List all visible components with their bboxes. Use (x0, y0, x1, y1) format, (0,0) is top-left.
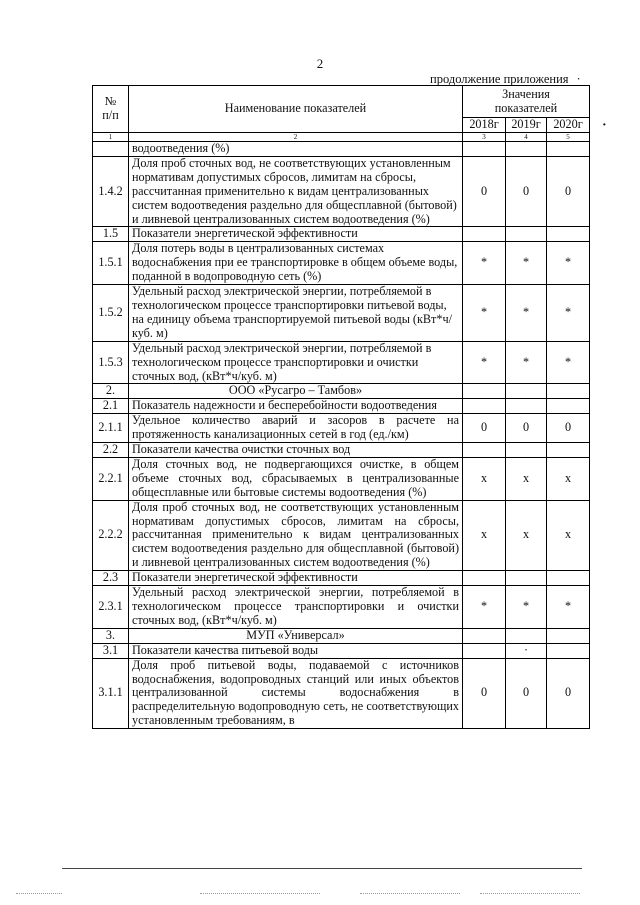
row-value-2018: 0 (463, 414, 506, 443)
row-value-2019: · (506, 643, 547, 658)
row-value-2018 (463, 142, 506, 157)
row-value-2018: 0 (463, 658, 506, 729)
row-number: 3.1 (93, 643, 129, 658)
row-indicator-name: Показатели энергетической эффективности (129, 227, 463, 242)
row-value-2019 (506, 142, 547, 157)
row-value-2020: * (547, 242, 590, 285)
table-row (93, 341, 590, 384)
row-indicator-name: Удельный расход электрической энергии, потребляемой в технологическом процессе транспортировки и очистки сточных вод, (кВт*ч/куб. м) (129, 341, 463, 384)
row-value-2019: x (506, 500, 547, 571)
row-indicator-name: Доля проб сточных вод, не соответствующих установленным нормативам допустимых сбросов, лимитам на сбросы, рассчитанная применительно к видам централизованных систем водоотведения раздельно для общесплавной (бытовой) и ливневой централизованных систем водоотведения (%) (129, 156, 463, 227)
table-row (93, 242, 590, 285)
row-indicator-name: водоотведения (%) (129, 142, 463, 157)
continuation-mark: · (576, 72, 581, 86)
header-values: Значения показателей (463, 86, 590, 118)
table-row (93, 156, 590, 227)
footer-dash-1 (16, 893, 62, 894)
row-value-2020: * (547, 285, 590, 342)
row-value-2019 (506, 399, 547, 414)
row-value-2020: * (547, 586, 590, 629)
continuation-text: продолжение приложения (430, 72, 569, 86)
table-row (93, 643, 590, 658)
row-value-2019: * (506, 242, 547, 285)
row-value-2019 (506, 628, 547, 643)
row-value-2018: * (463, 242, 506, 285)
row-value-2019: * (506, 285, 547, 342)
index-col-1: 1 (93, 133, 129, 142)
row-indicator-name: Доля проб сточных вод, не соответствующих установленным нормативам допустимых сбросов, лимитам на сбросы, рассчитанная применительно к видам централизованных систем водоотведения раздельно для общесплавной (бытовой) и ливневой централизованных систем водоотведения (%) (129, 500, 463, 571)
row-value-2020: 0 (547, 414, 590, 443)
row-number: 1.5.3 (93, 341, 129, 384)
row-value-2019: 0 (506, 156, 547, 227)
row-number: 2.1 (93, 399, 129, 414)
row-value-2020: x (547, 457, 590, 500)
row-number: 2.2.2 (93, 500, 129, 571)
row-value-2018 (463, 227, 506, 242)
row-value-2019 (506, 443, 547, 458)
row-value-2018 (463, 384, 506, 399)
header-year-2020: 2020г (547, 118, 590, 133)
footer-dash-2 (200, 893, 320, 894)
table-row (93, 457, 590, 500)
table-row (93, 414, 590, 443)
row-number: 1.5.1 (93, 242, 129, 285)
index-col-4: 4 (506, 133, 547, 142)
indicators-table (92, 85, 590, 729)
row-number: 2.1.1 (93, 414, 129, 443)
row-indicator-name: Удельное количество аварий и засоров в расчете на протяженность канализационных сетей в год (ед./км) (129, 414, 463, 443)
table-row (93, 628, 590, 643)
row-number: 2.2 (93, 443, 129, 458)
row-indicator-name: Показатель надежности и бесперебойности водоотведения (129, 399, 463, 414)
row-number: 2.3.1 (93, 586, 129, 629)
row-value-2020 (547, 443, 590, 458)
row-indicator-name: ООО «Русагро – Тамбов» (129, 384, 463, 399)
row-number: 1.5.2 (93, 285, 129, 342)
row-number: 3. (93, 628, 129, 643)
table-row (93, 586, 590, 629)
row-indicator-name: Доля сточных вод, не подвергающихся очистке, в общем объеме сточных вод, сбрасываемых в централизованные общесплавные или бытовые системы водоотведения (%) (129, 457, 463, 500)
table-row (93, 500, 590, 571)
row-value-2019: 0 (506, 414, 547, 443)
index-col-3: 3 (463, 133, 506, 142)
footer-dash-4 (480, 893, 580, 894)
row-indicator-name: Показатели энергетической эффективности (129, 571, 463, 586)
row-indicator-name: Доля проб питьевой воды, подаваемой с источников водоснабжения, водопроводных станций или иных объектов централизованной системы водоснабжения в распределительную водопроводную сеть, не соответствующих установленным требованиям, в (129, 658, 463, 729)
row-number: 1.4.2 (93, 156, 129, 227)
header-name: Наименование показателей (129, 86, 463, 133)
row-value-2018 (463, 443, 506, 458)
footer-rule (62, 868, 582, 869)
row-number (93, 142, 129, 157)
row-value-2018: x (463, 457, 506, 500)
row-value-2019 (506, 227, 547, 242)
table-row (93, 227, 590, 242)
row-value-2020 (547, 571, 590, 586)
row-number: 1.5 (93, 227, 129, 242)
row-value-2020: * (547, 341, 590, 384)
row-value-2020: 0 (547, 658, 590, 729)
page-number: 2 (316, 56, 324, 71)
row-indicator-name: Удельный расход электрической энергии, потребляемой в технологическом процессе транспортировки питьевой воды, на единицу объема транспортируемой питьевой воды (кВт*ч/куб. м) (129, 285, 463, 342)
row-value-2019: * (506, 586, 547, 629)
row-number: 2.3 (93, 571, 129, 586)
row-value-2020 (547, 628, 590, 643)
row-value-2018: x (463, 500, 506, 571)
row-value-2018: * (463, 586, 506, 629)
row-value-2019 (506, 571, 547, 586)
index-col-5: 5 (547, 133, 590, 142)
row-indicator-name: Показатели качества питьевой воды (129, 643, 463, 658)
row-indicator-name: МУП «Универсал» (129, 628, 463, 643)
side-mark: · (602, 118, 607, 133)
row-value-2020 (547, 142, 590, 157)
row-indicator-name: Показатели качества очистки сточных вод (129, 443, 463, 458)
row-value-2020: 0 (547, 156, 590, 227)
table-row (93, 384, 590, 399)
row-value-2019: 0 (506, 658, 547, 729)
row-value-2018 (463, 399, 506, 414)
header-num: № п/п (93, 86, 129, 133)
footer-dash-3 (360, 893, 460, 894)
row-value-2019: x (506, 457, 547, 500)
row-value-2020: x (547, 500, 590, 571)
index-col-2: 2 (129, 133, 463, 142)
row-value-2018: 0 (463, 156, 506, 227)
row-indicator-name: Удельный расход электрической энергии, потребляемой в технологическом процессе транспортировки и очистки сточных вод, (кВт*ч/куб. м) (129, 586, 463, 629)
table-row (93, 399, 590, 414)
row-value-2019 (506, 384, 547, 399)
row-number: 2. (93, 384, 129, 399)
row-value-2020 (547, 384, 590, 399)
header-year-2019: 2019г (506, 118, 547, 133)
row-value-2018 (463, 628, 506, 643)
table-row (93, 571, 590, 586)
row-number: 3.1.1 (93, 658, 129, 729)
row-value-2018: * (463, 341, 506, 384)
row-value-2020 (547, 399, 590, 414)
row-value-2020 (547, 643, 590, 658)
header-year-2018: 2018г (463, 118, 506, 133)
table-row (93, 285, 590, 342)
row-value-2020 (547, 227, 590, 242)
row-value-2019: * (506, 341, 547, 384)
row-number: 2.2.1 (93, 457, 129, 500)
row-value-2018: * (463, 285, 506, 342)
table-row (93, 142, 590, 157)
table-row (93, 658, 590, 729)
table-row (93, 443, 590, 458)
row-indicator-name: Доля потерь воды в централизованных системах водоснабжения при ее транспортировке в общем объеме воды, поданной в водопроводную сеть (%) (129, 242, 463, 285)
row-value-2018 (463, 643, 506, 658)
row-value-2018 (463, 571, 506, 586)
